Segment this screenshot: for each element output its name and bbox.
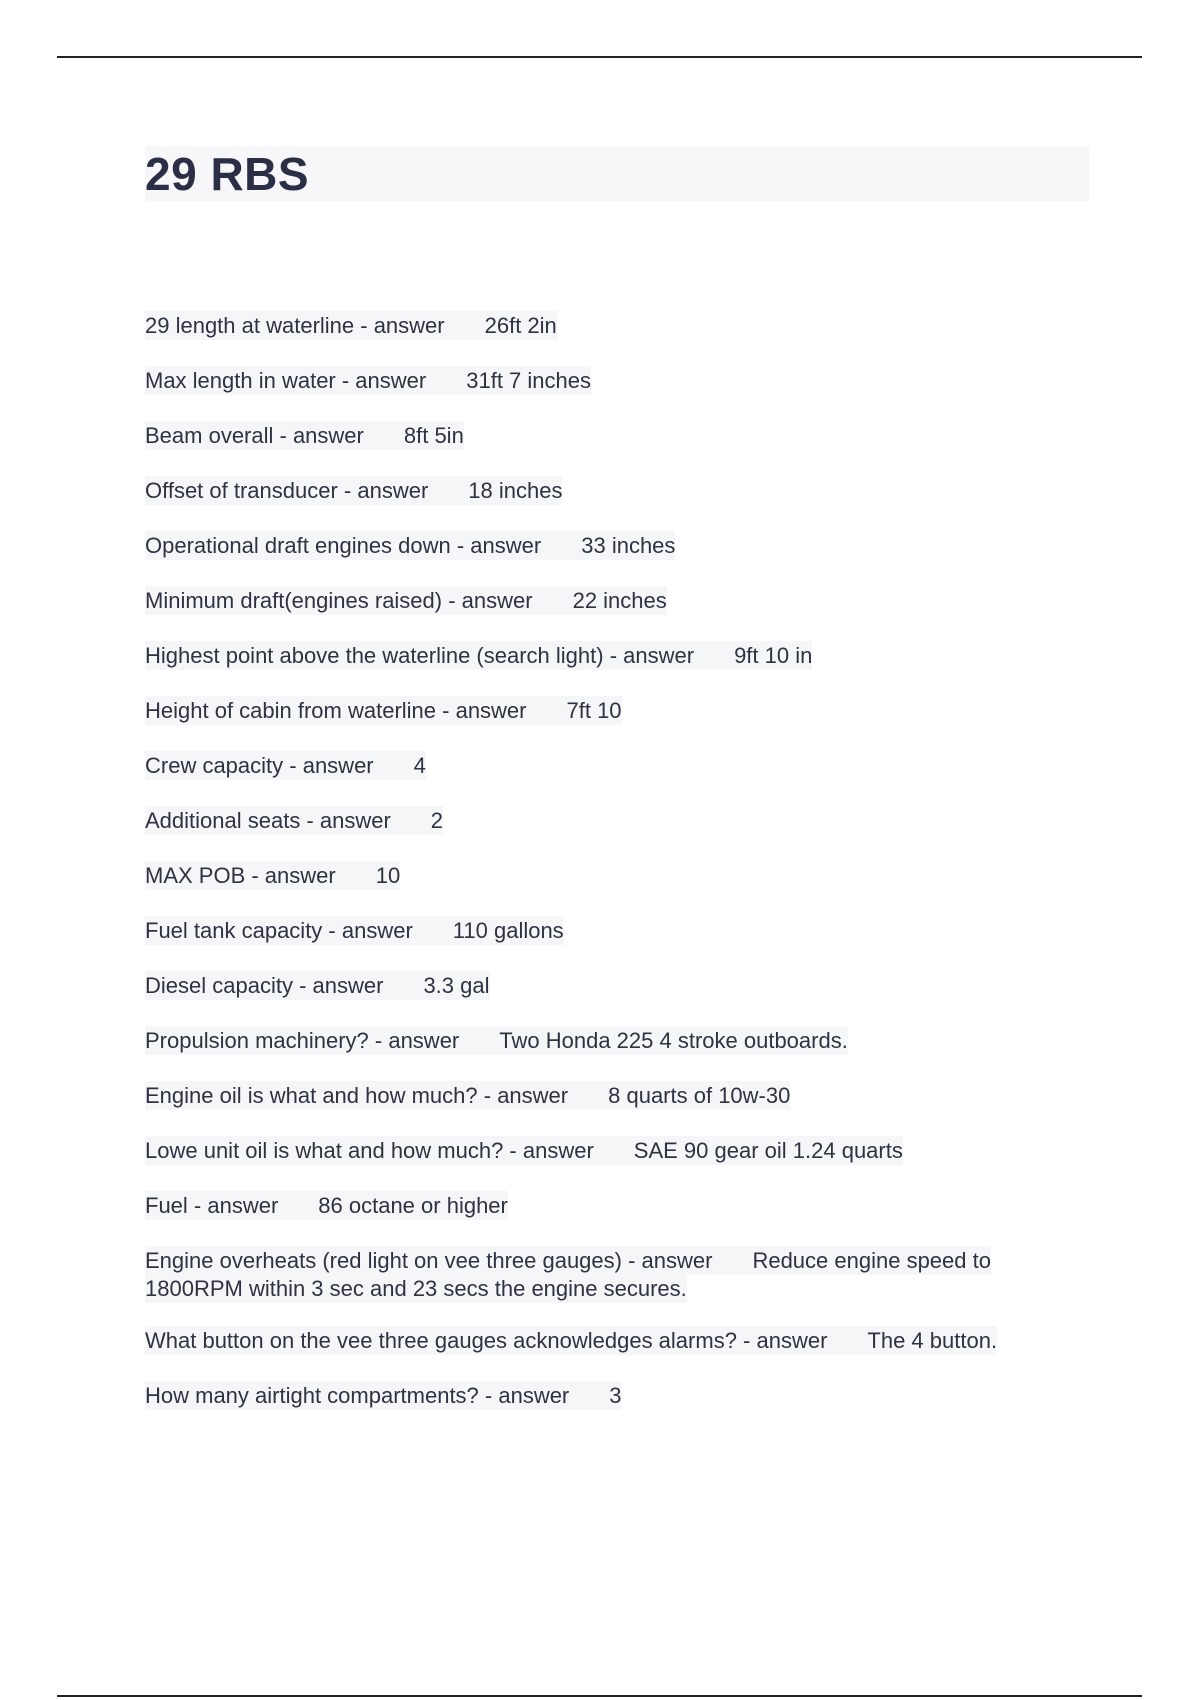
flashcard-item <box>145 587 1090 615</box>
flashcard-item <box>145 1137 1090 1165</box>
answer-text: Two Honda 225 4 stroke outboards. <box>499 1028 848 1053</box>
flashcard-item <box>145 917 1090 945</box>
question-text: 29 length at waterline - answer <box>145 313 445 338</box>
flashcard-item <box>145 862 1090 890</box>
question-text: MAX POB - answer <box>145 863 336 888</box>
answer-text: The 4 button. <box>867 1328 998 1353</box>
question-text: Additional seats - answer <box>145 808 391 833</box>
question-text: Propulsion machinery? - answer <box>145 1028 460 1053</box>
flashcard-text <box>145 806 443 835</box>
flashcard-item <box>145 972 1090 1000</box>
question-text: How many airtight compartments? - answer <box>145 1383 570 1408</box>
question-text: Max length in water - answer <box>145 368 427 393</box>
flashcard-item <box>145 1247 1090 1303</box>
flashcard-text <box>145 696 622 725</box>
question-text: Highest point above the waterline (search light) - answer <box>145 643 695 668</box>
flashcard-text <box>145 1191 508 1220</box>
question-text: Operational draft engines down - answer <box>145 533 542 558</box>
answer-text: 18 inches <box>468 478 563 503</box>
flashcard-text <box>145 476 562 505</box>
answer-text: 2 <box>430 808 444 833</box>
flashcard-item <box>145 752 1090 780</box>
question-text: Crew capacity - answer <box>145 753 374 778</box>
answer-text: 26ft 2in <box>484 313 557 338</box>
flashcard-item <box>145 1382 1090 1410</box>
question-text: Minimum draft(engines raised) - answer <box>145 588 533 613</box>
flashcard-text <box>145 916 564 945</box>
flashcard-text <box>145 366 591 395</box>
flashcard-text <box>145 1381 622 1410</box>
flashcard-text <box>145 1136 903 1165</box>
question-text: Offset of transducer - answer <box>145 478 429 503</box>
answer-text: 86 octane or higher <box>318 1193 508 1218</box>
question-text: Beam overall - answer <box>145 423 364 448</box>
flashcard-item <box>145 807 1090 835</box>
question-text: Engine oil is what and how much? - answer <box>145 1083 569 1108</box>
answer-text: 9ft 10 in <box>734 643 813 668</box>
answer-text: 110 gallons <box>452 918 564 943</box>
flashcard-item <box>145 697 1090 725</box>
question-text: Engine overheats (red light on vee three gauges) - answer <box>145 1248 713 1273</box>
flashcard-text <box>145 531 675 560</box>
question-text: Fuel tank capacity - answer <box>145 918 413 943</box>
flashcard-text <box>145 641 812 670</box>
flashcard-item <box>145 312 1090 340</box>
question-text: Height of cabin from waterline - answer <box>145 698 527 723</box>
flashcard-text <box>145 586 667 615</box>
flashcard-item <box>145 477 1090 505</box>
answer-text: SAE 90 gear oil 1.24 quarts <box>633 1138 903 1163</box>
flashcard-text <box>145 1246 991 1303</box>
flashcard-item <box>145 367 1090 395</box>
bottom-rule <box>57 1695 1142 1697</box>
flashcard-text <box>145 971 490 1000</box>
flashcard-text <box>145 311 557 340</box>
answer-text: Reduce engine speed to 1800RPM within 3 sec and 23 secs the engine secures. <box>145 1248 991 1301</box>
flashcard-item <box>145 532 1090 560</box>
flashcard-item <box>145 1027 1090 1055</box>
answer-text: 22 inches <box>572 588 667 613</box>
page-title: 29 RBS <box>145 148 310 200</box>
flashcard-item <box>145 1082 1090 1110</box>
flashcard-item <box>145 422 1090 450</box>
answer-text: 31ft 7 inches <box>466 368 591 393</box>
answer-text: 3.3 gal <box>423 973 490 998</box>
answer-text: 10 <box>375 863 401 888</box>
answer-text: 8ft 5in <box>403 423 464 448</box>
answer-text: 7ft 10 <box>566 698 622 723</box>
flashcard-text <box>145 751 426 780</box>
question-text: Fuel - answer <box>145 1193 279 1218</box>
flashcard-list <box>145 312 1090 1437</box>
title-banner <box>145 146 1089 202</box>
answer-text: 33 inches <box>581 533 676 558</box>
question-text: Lowe unit oil is what and how much? - answer <box>145 1138 594 1163</box>
flashcard-text <box>145 861 400 890</box>
flashcard-item <box>145 1192 1090 1220</box>
flashcard-text <box>145 1026 848 1055</box>
flashcard-text <box>145 1081 790 1110</box>
flashcard-text <box>145 1326 997 1355</box>
answer-text: 8 quarts of 10w-30 <box>608 1083 791 1108</box>
question-text: Diesel capacity - answer <box>145 973 384 998</box>
flashcard-text <box>145 421 464 450</box>
answer-text: 3 <box>609 1383 622 1408</box>
question-text: What button on the vee three gauges acknowledges alarms? - answer <box>145 1328 828 1353</box>
top-rule <box>57 56 1142 58</box>
flashcard-item <box>145 1327 1090 1355</box>
flashcard-item <box>145 642 1090 670</box>
answer-text: 4 <box>413 753 426 778</box>
